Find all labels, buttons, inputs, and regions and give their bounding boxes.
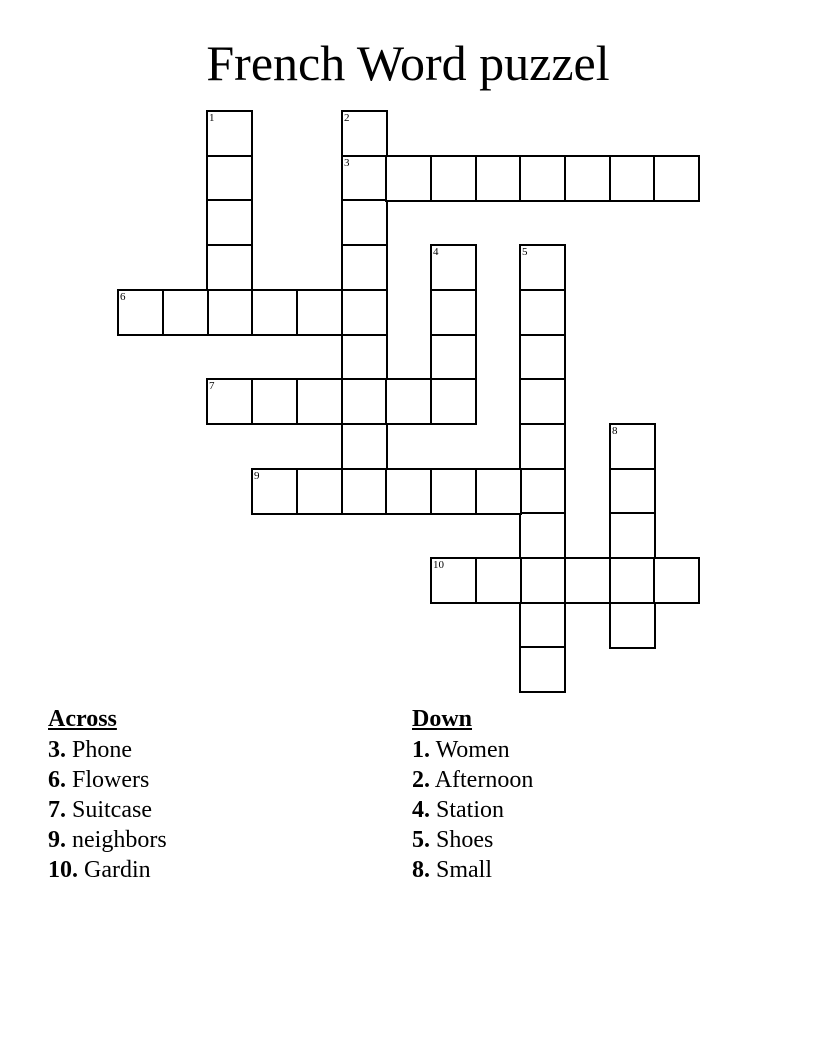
cell-number: 2 xyxy=(344,112,350,124)
grid-cell[interactable] xyxy=(385,378,432,425)
grid-cell[interactable] xyxy=(251,468,298,515)
grid-cell[interactable] xyxy=(206,155,253,202)
cell-number: 1 xyxy=(209,112,215,124)
grid-cell[interactable] xyxy=(519,334,566,381)
grid-cell[interactable] xyxy=(206,289,253,336)
puzzle-title: French Word puzzel xyxy=(206,35,610,91)
grid-cell[interactable] xyxy=(609,512,656,559)
grid-cell[interactable] xyxy=(519,468,566,515)
clue-item: 1. Women xyxy=(412,737,510,763)
grid-cell[interactable] xyxy=(296,289,343,336)
grid-cell[interactable] xyxy=(475,557,522,604)
clue-item: 2. Afternoon xyxy=(412,767,534,793)
grid-cell[interactable] xyxy=(341,334,388,381)
cell-number: 6 xyxy=(120,291,126,303)
down-clues xyxy=(412,703,533,885)
clue-item: 4. Station xyxy=(412,797,505,823)
grid-cell[interactable] xyxy=(475,155,522,202)
cell-number: 10 xyxy=(433,559,444,571)
grid-cell[interactable] xyxy=(341,289,388,336)
grid-cell[interactable] xyxy=(430,289,477,336)
clue-item: 5. Shoes xyxy=(412,827,494,853)
grid-cell[interactable] xyxy=(341,468,388,515)
cell-number: 5 xyxy=(522,246,528,258)
grid-cell[interactable] xyxy=(341,244,388,291)
grid-cell[interactable] xyxy=(296,378,343,425)
clue-item: 9. neighbors xyxy=(48,827,167,853)
grid-cell[interactable] xyxy=(519,155,566,202)
grid-cell[interactable] xyxy=(251,289,298,336)
grid-cell[interactable] xyxy=(519,646,566,693)
grid-cell[interactable] xyxy=(341,378,388,425)
grid-cell[interactable] xyxy=(519,378,566,425)
grid-cell[interactable] xyxy=(341,155,388,202)
clue-item: 7. Suitcase xyxy=(48,797,152,823)
clue-item: 8. Small xyxy=(412,857,493,883)
grid-cell[interactable] xyxy=(609,468,656,515)
grid-cell[interactable] xyxy=(430,468,477,515)
across-heading: Across xyxy=(48,706,117,732)
across-clues xyxy=(48,703,167,885)
grid-cell[interactable] xyxy=(206,378,253,425)
grid-cell[interactable] xyxy=(519,557,566,604)
grid-cell[interactable] xyxy=(430,378,477,425)
grid-cell[interactable] xyxy=(519,512,566,559)
grid-cell[interactable] xyxy=(206,199,253,246)
grid-cell[interactable] xyxy=(564,155,611,202)
cell-number: 8 xyxy=(612,425,618,437)
grid-cell[interactable] xyxy=(609,557,656,604)
grid-cell[interactable] xyxy=(609,602,656,649)
grid-cell[interactable] xyxy=(206,244,253,291)
grid-cell[interactable] xyxy=(162,289,209,336)
grid-cell[interactable] xyxy=(653,557,700,604)
grid-cell[interactable] xyxy=(519,602,566,649)
grid-cell[interactable] xyxy=(385,468,432,515)
cell-number: 4 xyxy=(433,246,439,258)
grid-cell[interactable] xyxy=(341,110,388,157)
grid-cell[interactable] xyxy=(519,423,566,470)
cell-number: 3 xyxy=(344,157,350,169)
grid-cell[interactable] xyxy=(296,468,343,515)
grid-cell[interactable] xyxy=(564,557,611,604)
clue-item: 10. Gardin xyxy=(48,857,151,883)
grid-cell[interactable] xyxy=(430,334,477,381)
grid-cell[interactable] xyxy=(475,468,522,515)
grid-cell[interactable] xyxy=(341,199,388,246)
grid-cell[interactable] xyxy=(609,155,656,202)
cell-number: 9 xyxy=(254,470,260,482)
grid-cell[interactable] xyxy=(385,155,432,202)
grid-cell[interactable] xyxy=(341,423,388,470)
grid-cell[interactable] xyxy=(430,155,477,202)
grid-cell[interactable] xyxy=(653,155,700,202)
grid-cell[interactable] xyxy=(519,289,566,336)
cell-number: 7 xyxy=(209,380,215,392)
grid-cell[interactable] xyxy=(609,423,656,470)
grid-cell[interactable] xyxy=(430,557,477,604)
down-heading: Down xyxy=(412,706,473,732)
clue-item: 3. Phone xyxy=(48,737,132,763)
grid-cell[interactable] xyxy=(206,110,253,157)
clue-item: 6. Flowers xyxy=(48,767,150,793)
grid-cell[interactable] xyxy=(117,289,164,336)
grid-cell[interactable] xyxy=(430,244,477,291)
grid-cell[interactable] xyxy=(251,378,298,425)
grid-cell[interactable] xyxy=(519,244,566,291)
